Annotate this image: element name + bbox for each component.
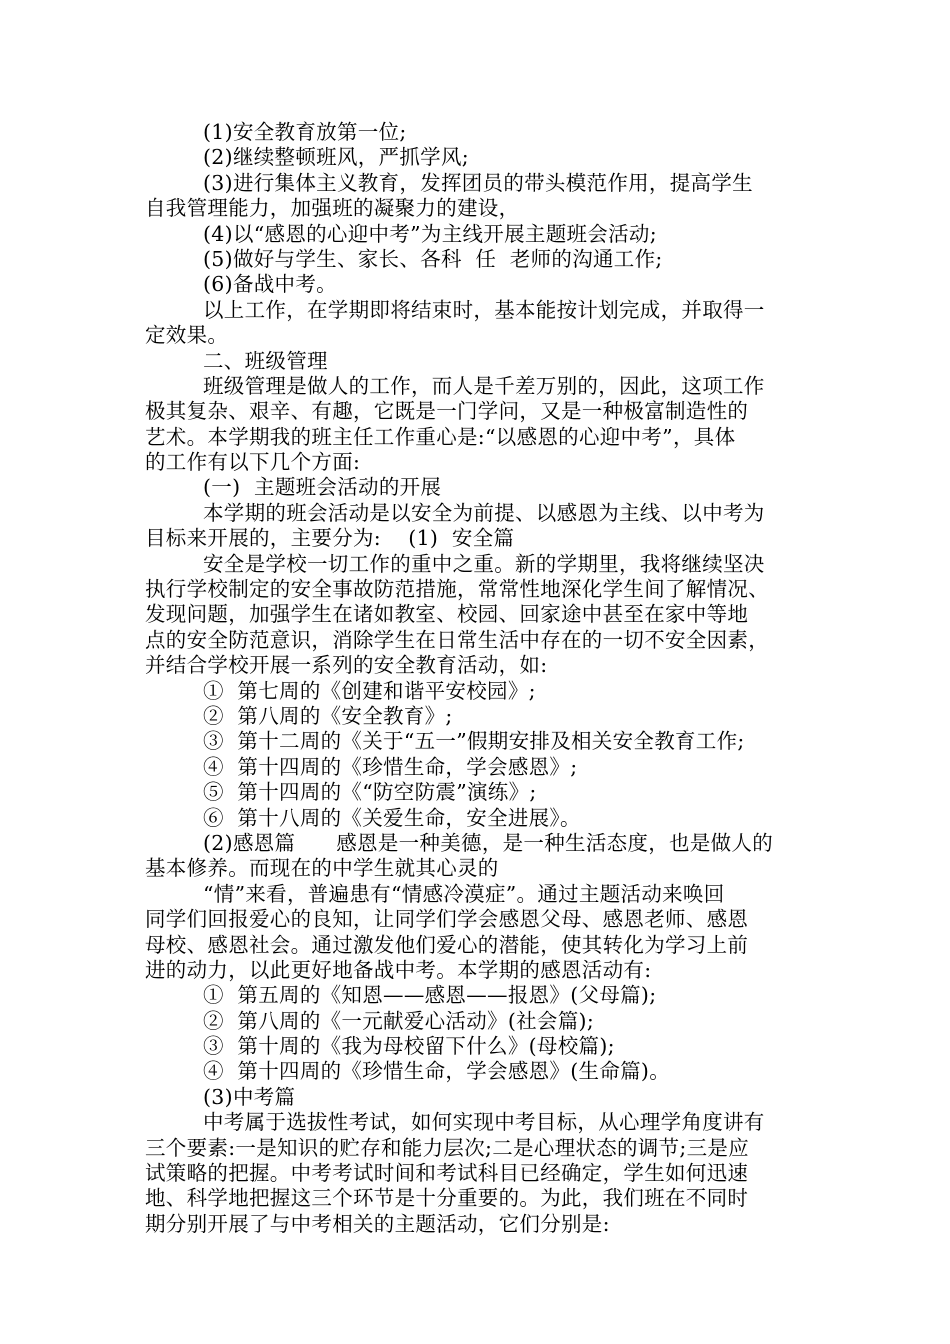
text-line: ① 第七周的《创建和谐平安校园》; — [203, 678, 536, 703]
text-line: 本学期的班会活动是以安全为前提、以感恩为主线、以中考为 — [203, 500, 765, 525]
text-line: 自我管理能力，加强班的凝聚力的建设， — [145, 196, 520, 221]
text-line: (3)中考篇 — [203, 1084, 296, 1109]
text-line: 地、科学地把握这三个环节是十分重要的。为此，我们班在不同时 — [145, 1186, 749, 1211]
text-line: 二、班级管理 — [203, 348, 328, 373]
text-line: ① 第五周的《知恩——感恩——报恩》(父母篇); — [203, 983, 657, 1008]
text-line: (1)安全教育放第一位; — [203, 120, 407, 144]
text-line: 期分别开展了与中考相关的主题活动，它们分别是: — [145, 1211, 610, 1236]
text-line: 进的动力，以此更好地备战中考。本学期的感恩活动有: — [145, 957, 652, 982]
text-line: ④ 第十四周的《珍惜生命，学会感恩》; — [203, 754, 578, 779]
text-line: 艺术。本学期我的班主任工作重心是:“以感恩的心迎中考”，具体 — [145, 424, 736, 449]
text-line: ⑤ 第十四周的《“防空防震”演练》; — [203, 780, 537, 805]
text-line: 以上工作，在学期即将结束时，基本能按计划完成，并取得一 — [203, 297, 765, 322]
text-line: 并结合学校开展一系列的安全教育活动，如: — [145, 653, 548, 678]
text-line: (一) 主题班会活动的开展 — [203, 475, 442, 500]
text-line: ④ 第十四周的《珍惜生命，学会感恩》(生命篇)。 — [203, 1059, 671, 1084]
text-line: 同学们回报爱心的良知，让同学们学会感恩父母、感恩老师、感恩 — [145, 907, 749, 932]
text-line: (4)以“感恩的心迎中考”为主线开展主题班会活动; — [203, 221, 657, 246]
text-line: 定效果。 — [145, 323, 229, 348]
text-line: (3)进行集体主义教育，发挥团员的带头模范作用，提高学生 — [203, 170, 753, 195]
text-line: “情”来看，普遍患有“情感冷漠症”。通过主题活动来唤回 — [203, 881, 725, 906]
text-line: 目标来开展的，主要分为: (1) 安全篇 — [145, 526, 515, 551]
text-line: ③ 第十二周的《关于“五一”假期安排及相关安全教育工作; — [203, 729, 745, 754]
text-line: 极其复杂、艰辛、有趣，它既是一门学问，又是一种极富制造性的 — [145, 399, 749, 424]
text-line: 中考属于选拔性考试，如何实现中考目标，从心理学角度讲有 — [203, 1110, 765, 1135]
text-line: ③ 第十周的《我为母校留下什么》(母校篇); — [203, 1034, 615, 1059]
text-line: 班级管理是做人的工作，而人是千差万别的，因此，这项工作 — [203, 373, 765, 398]
text-line: 的工作有以下几个方面: — [145, 450, 361, 475]
text-line: (5)做好与学生、家长、各科 任 老师的沟通工作; — [203, 246, 663, 271]
text-line: 试策略的把握。中考考试时间和考试科目已经确定，学生如何迅速 — [145, 1161, 749, 1186]
text-line: ⑥ 第十八周的《关爱生命，安全进展》。 — [203, 805, 581, 830]
text-line: 点的安全防范意识，消除学生在日常生活中存在的一切不安全因素， — [145, 627, 769, 652]
text-line: (2)感恩篇 感恩是一种美德，是一种生活态度，也是做人的 — [203, 830, 774, 855]
document-page — [145, 120, 810, 1237]
text-line: (6)备战中考。 — [203, 272, 337, 297]
text-line: 母校、感恩社会。通过激发他们爱心的潜能，使其转化为学习上前 — [145, 932, 749, 957]
text-line: (2)继续整顿班风，严抓学风; — [203, 145, 469, 170]
text-line: 执行学校制定的安全事故防范措施，常常性地深化学生间了解情况、 — [145, 577, 769, 602]
text-line: 基本修养。而现在的中学生就其心灵的 — [145, 856, 499, 881]
text-line: ② 第八周的《安全教育》; — [203, 703, 453, 728]
text-line: ② 第八周的《一元献爱心活动》(社会篇); — [203, 1008, 595, 1033]
text-line: 安全是学校一切工作的重中之重。新的学期里，我将继续坚决 — [203, 551, 765, 576]
text-line: 发现问题，加强学生在诸如教室、校园、回家途中甚至在家中等地 — [145, 602, 749, 627]
text-line: 三个要素:一是知识的贮存和能力层次;二是心理状态的调节;三是应 — [145, 1135, 750, 1160]
